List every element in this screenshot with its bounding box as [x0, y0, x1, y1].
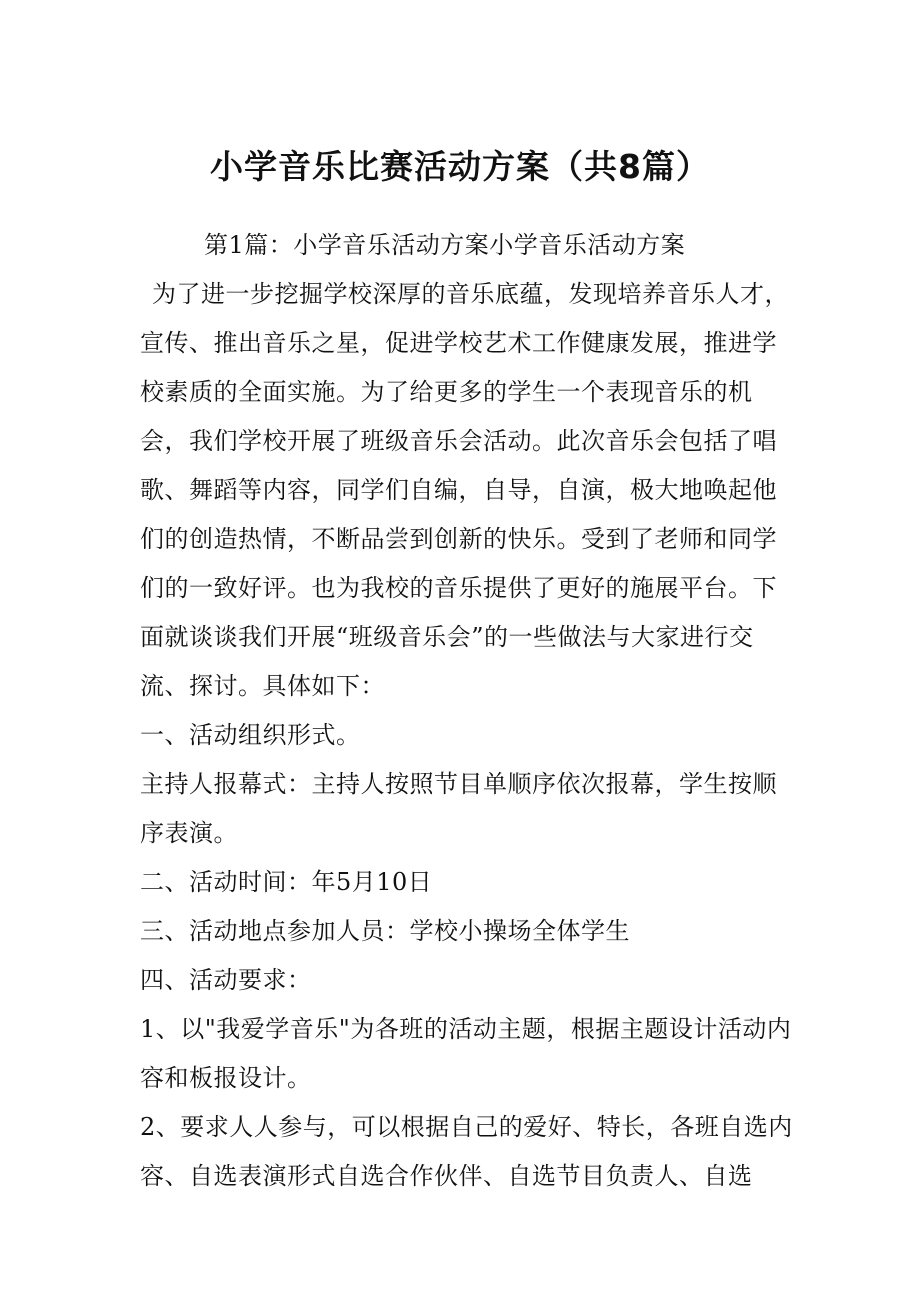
document-body: [140, 221, 800, 1201]
list-item: 二、活动时间：年5月10日: [140, 868, 433, 896]
section-heading: 第1篇：小学音乐活动方案小学音乐活动方案: [204, 231, 686, 259]
list-item: 三、活动地点参加人员：学校小操场全体学生: [140, 917, 630, 945]
list-item: 一、活动组织形式。: [140, 721, 361, 749]
list-item: 四、活动要求：: [140, 966, 312, 994]
list-item: 2、要求人人参与，可以根据自己的爱好、特长，各班自选内容、自选表演形式自选合作伙伴、自选节目负责人、自选: [140, 1113, 793, 1190]
document-title: 小学音乐比赛活动方案（共8篇）: [210, 147, 710, 186]
list-item: 1、以"我爱学音乐"为各班的活动主题，根据主题设计活动内容和板报设计。: [140, 1015, 792, 1092]
intro-paragraph: 为了进一步挖掘学校深厚的音乐底蕴，发现培养音乐人才，宣传、推出音乐之星，促进学校艺术工作健康发展，推进学校素质的全面实施。为了给更多的学生一个表现音乐的机会，我们学校开展了班级音乐会活动。此次音乐会包括了唱歌、舞蹈等内容，同学们自编，自导，自演，极大地唤起他们的创造热情，不断品尝到创新的快乐。受到了老师和同学们的一致好评。也为我校的音乐提供了更好的施展平台。下面就谈谈我们开展“班级音乐会”的一些做法与大家进行交流、探讨。具体如下：: [140, 280, 789, 700]
list-item: 主持人报幕式：主持人按照节目单顺序依次报幕，学生按顺序表演。: [140, 770, 777, 847]
